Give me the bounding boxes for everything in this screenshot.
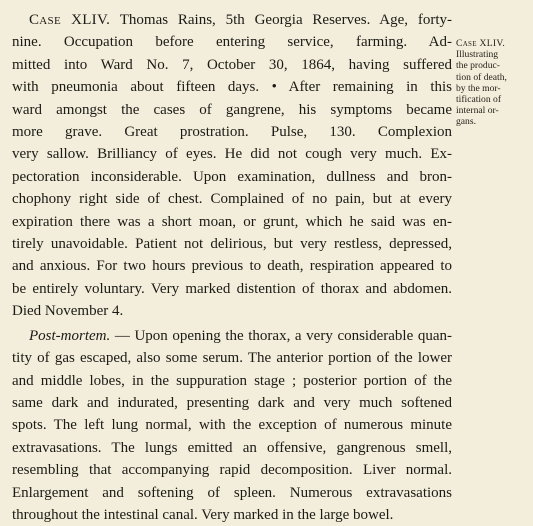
post-mortem-first-line-text: — Upon opening the thorax, a very considerable quan- [114, 327, 452, 344]
margin-note-line: by the mor- [456, 82, 501, 94]
margin-note [456, 38, 530, 128]
text-line: tirely unavoidable. Patient not delirious, but very restless, depressed, [12, 236, 452, 253]
text-line: mitted into Ward No. 7, October 30, 1864, having suffered [12, 56, 452, 73]
text-line: expiration there was a short moan, or grunt, which he said was en- [12, 213, 452, 230]
text-line: extravasations. The lungs emitted an offensive, gangrenous smell, [12, 439, 452, 456]
margin-note-line: the produc- [456, 60, 500, 72]
case-heading: Case XLIV. [29, 12, 111, 28]
margin-note-line: internal or- [456, 105, 499, 117]
text-line: and middle lobes, in the suppuration stage ; posterior portion of the [12, 372, 452, 389]
text-line: Died November 4. [12, 303, 124, 320]
text-line: nine. Occupation before entering service, farming. Ad- [12, 34, 452, 51]
text-line: Enlargement and softening of spleen. Numerous extravasations [12, 484, 452, 501]
post-mortem-label: Post-mortem. [29, 327, 111, 344]
post-mortem-first-line [12, 325, 452, 347]
case-first-line-text: Thomas Rains, 5th Georgia Reserves. Age, forty- [119, 12, 452, 28]
text-line: be entirely voluntary. Very marked distention of thorax and abdomen. [12, 280, 452, 297]
text-line: throughout the intestinal canal. Very marked in the large bowel. [12, 506, 394, 523]
text-line: tity of gas escaped, also some serum. The anterior portion of the lower [12, 350, 452, 367]
text-line: spots. The left lung normal, with the exception of numerous minute [12, 417, 452, 434]
case-text-body [12, 9, 452, 526]
text-line: resembling that accompanying rapid decomposition. Liver normal. [12, 462, 452, 479]
text-line: more grave. Great prostration. Pulse, 130. Complexion [12, 124, 452, 141]
case-first-line [12, 9, 452, 31]
margin-note-line: tion of death, [456, 71, 507, 83]
text-line: ward amongst the cases of gangrene, his symptoms became [12, 101, 452, 118]
text-line: pectoration inconsiderable. Upon examination, dullness and bron- [12, 168, 452, 185]
text-line: with pneumonia about fifteen days. • After remaining in this [12, 79, 452, 96]
text-line: chophony right side of chest. Complained of no pain, but at every [12, 191, 452, 208]
margin-note-line: Illustrating [456, 49, 499, 61]
margin-note-line: Case XLIV. [456, 38, 506, 49]
margin-note-line: gans. [456, 116, 476, 128]
text-line: same dark and indurated, presenting dark and very much softened [12, 394, 452, 411]
text-line: and anxious. For two hours previous to death, respiration appeared to [12, 258, 452, 275]
margin-note-line: tification of [456, 94, 502, 106]
text-line: very sallow. Brilliancy of eyes. He did not cough very much. Ex- [12, 146, 452, 163]
